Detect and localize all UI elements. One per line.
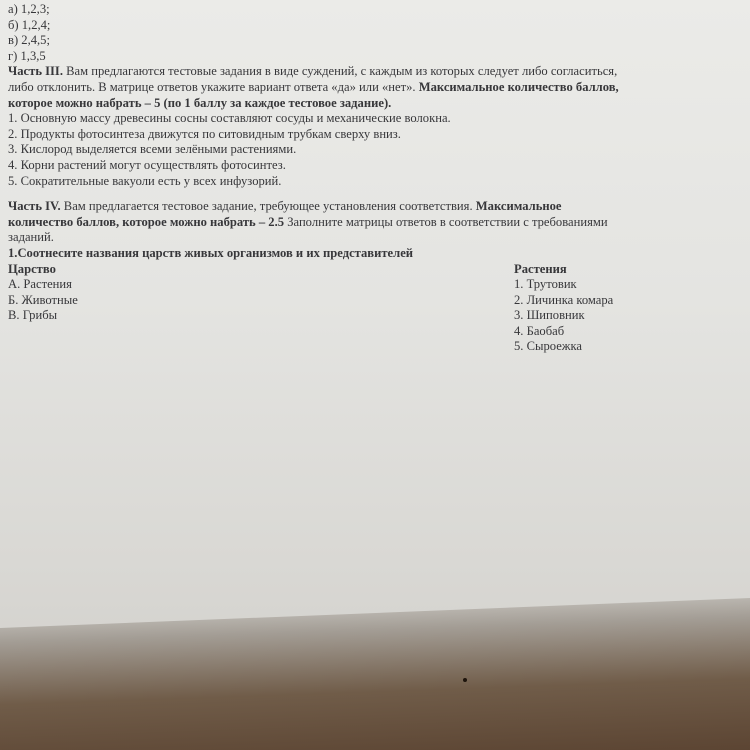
organism-item: 5. Сыроежка: [514, 339, 583, 354]
kingdom-item: А. Растения: [8, 277, 72, 292]
organism-item: 1. Трутовик: [514, 277, 577, 292]
part4-max-score: количество баллов, которое можно набрать – 2.5: [8, 214, 285, 229]
kingdom-item: Б. Животные: [8, 292, 78, 307]
part3-max-score: Максимальное количество баллов,: [418, 79, 619, 94]
dust-speck: [463, 678, 467, 682]
statement-2: 2. Продукты фотосинтеза движутся по ситовидным трубкам сверху вниз.: [8, 126, 401, 141]
option-c: в) 2,4,5;: [8, 33, 50, 48]
statement-3: 3. Кислород выделяется всеми зелёными растениями.: [8, 142, 297, 157]
kingdoms-header: Царство: [8, 261, 56, 276]
part3-intro-text1: Вам предлагаются тестовые задания в виде суждений, с каждым из которых следует либо согласиться,: [62, 64, 618, 79]
part3-heading: Часть III.: [8, 64, 63, 79]
statement-5: 5. Сократительные вакуоли есть у всех инфузорий.: [8, 173, 282, 188]
matching-columns: [8, 262, 746, 362]
statement-4: 4. Корни растений могут осуществлять фотосинтез.: [8, 157, 286, 172]
kingdom-item: В. Грибы: [8, 308, 58, 323]
part3-statements: [8, 111, 746, 189]
kingdoms-column: [8, 262, 78, 324]
part4-intro-text2: Заполните матрицы ответов в соответствии с требованиями: [284, 214, 608, 229]
option-b: б) 1,2,4;: [8, 17, 51, 32]
part3-intro-line2: [8, 80, 746, 96]
organism-item: 3. Шиповник: [514, 308, 585, 323]
option-a: а) 1,2,3;: [8, 2, 50, 16]
option-d: г) 1,3,5: [8, 48, 46, 63]
part4-heading: Часть IV.: [8, 199, 61, 214]
document-text: [8, 2, 746, 362]
task-title: 1.Соотнесите названия царств живых организмов и их представителей: [8, 245, 414, 260]
part4-intro-line1: [8, 199, 746, 215]
part4-intro-text1: Вам предлагается тестовое задание, требующее установления соответствия.: [60, 199, 476, 214]
part4-intro-line2: [8, 215, 746, 231]
organisms-column: [514, 262, 613, 356]
part4-intro-line3: заданий.: [8, 230, 54, 245]
part3-intro-text2: либо отклонить. В матрице ответов укажите вариант ответа «да» или «нет».: [8, 79, 419, 94]
part4-section: [8, 199, 746, 361]
organisms-header: Растения: [514, 261, 567, 276]
part3-intro-line1: [8, 64, 746, 80]
statement-1: 1. Основную массу древесины сосны составляют сосуды и механические волокна.: [8, 111, 451, 126]
organism-item: 2. Личинка комара: [514, 292, 614, 307]
organism-item: 4. Баобаб: [514, 323, 565, 338]
part3-section: [8, 64, 746, 189]
part4-max-label: Максимальное: [475, 199, 562, 214]
answer-options: [8, 2, 746, 64]
part3-intro-line3: которое можно набрать – 5 (по 1 баллу за каждое тестовое задание).: [8, 95, 392, 110]
